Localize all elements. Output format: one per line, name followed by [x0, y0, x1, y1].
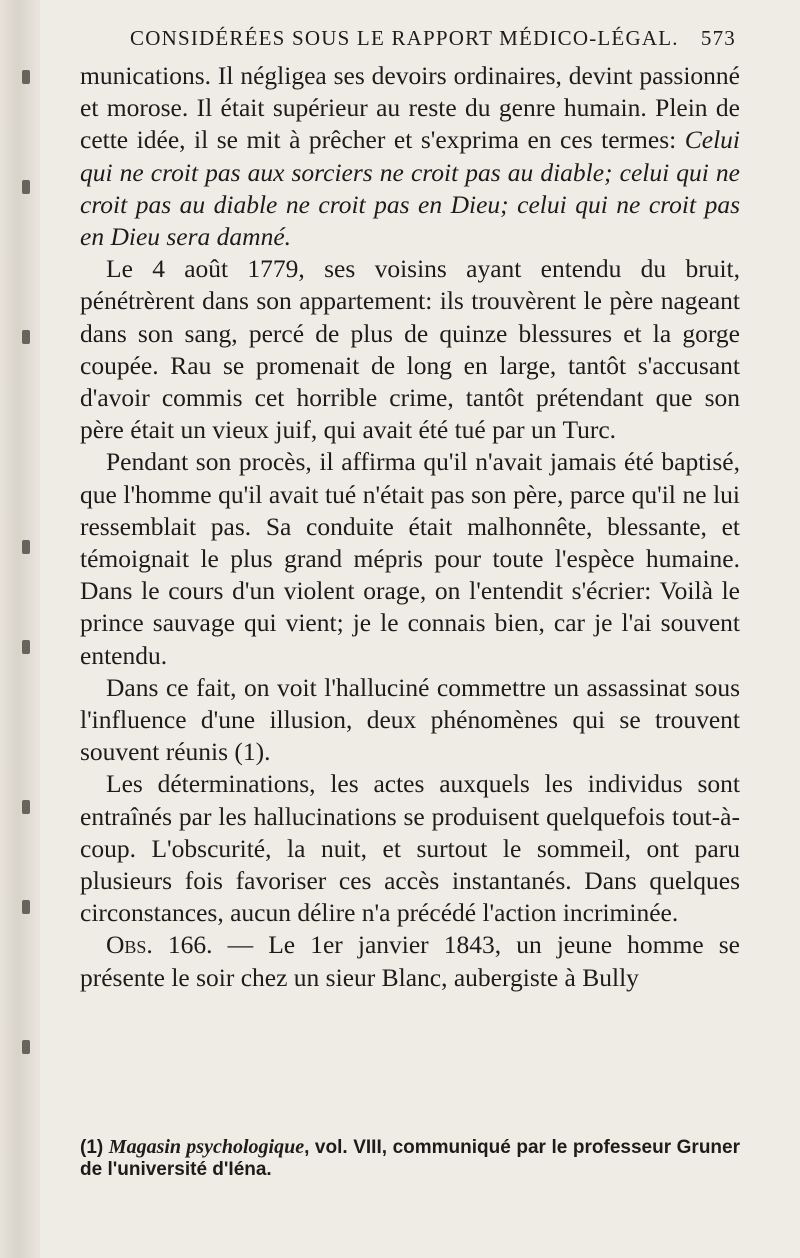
paragraph: Pendant son procès, il affirma qu'il n'avait jamais été baptisé, que l'homme qu'il avait tué n'était pas son père, parce qu'il ne lui ressemblait pas. Sa conduite était malhonnête, blessante, et témoignait le plus grand mépris pour toute l'espèce humaine. Dans le cours d'un violent orage, on l'entendit s'écrier: Voilà le prince sauvage qui vient; je le connais bien, car je l'ai souvent entendu. — [80, 447, 740, 670]
binding-mark — [22, 330, 30, 344]
footnote — [80, 1136, 740, 1181]
paragraph-text: — Le 1er janvier 1843, un jeune homme se présente le soir chez un sieur Blanc, aubergiste à Bully — [80, 930, 740, 992]
paragraph: Le 4 août 1779, ses voisins ayant entendu du bruit, pénétrèrent dans son appartement: ils trouvèrent le père nageant dans son sang, percé de plus de quinze blessures et la gorge coupée. Rau se promenait de long en large, tantôt s'accusant d'avoir commis cet horrible crime, tantôt prétendant que son père était un vieux juif, qui avait été tué par un Turc. — [80, 254, 740, 445]
binding-mark — [22, 800, 30, 814]
running-head — [130, 22, 736, 52]
footnote-text: , vol. VIII, communiqué par le professeur Gruner de l'université d'Iéna. — [80, 1137, 740, 1180]
paragraph: Dans ce fait, on voit l'halluciné commettre un assassinat sous l'influence d'une illusion, deux phénomènes qui se trouvent souvent réunis (1). — [80, 672, 740, 767]
running-title: CONSIDÉRÉES SOUS LE RAPPORT MÉDICO-LÉGAL. — [130, 26, 679, 50]
page-number: 573 — [700, 26, 736, 50]
body-text — [80, 60, 740, 994]
observation-label: Obs. 166. — [106, 930, 213, 960]
footnote-source: Magasin psychologique — [108, 1136, 305, 1158]
paragraph: Les déterminations, les actes auxquels les individus sont entraînés par les hallucinations se produisent quelquefois tout-à-coup. L'obscurité, la nuit, et surtout le sommeil, ont paru plusieurs fois favoriser ces accès instantanés. Dans quelques circonstances, aucun délire n'a précédé l'action incriminée. — [80, 769, 740, 928]
binding-mark — [22, 180, 30, 194]
footnote-marker: (1) — [80, 1137, 109, 1158]
binding-mark — [22, 900, 30, 914]
binding-mark — [22, 540, 30, 554]
page-gutter-shadow — [0, 0, 40, 1258]
binding-mark — [22, 1040, 30, 1054]
paragraph — [80, 929, 740, 993]
binding-mark — [22, 640, 30, 654]
italic-quote: Celui qui ne croit pas aux sorciers ne croit pas au diable; celui qui ne croit pas au diable ne croit pas en Dieu; celui qui ne croit pas en Dieu sera damné. — [80, 125, 740, 252]
paragraph — [80, 60, 740, 253]
binding-mark — [22, 70, 30, 84]
paragraph-text: munications. Il négligea ses devoirs ordinaires, devint passionné et morose. Il était supérieur au reste du genre humain. Plein de cette idée, il se mit à prêcher et s'exprima en ces termes: — [80, 61, 740, 155]
